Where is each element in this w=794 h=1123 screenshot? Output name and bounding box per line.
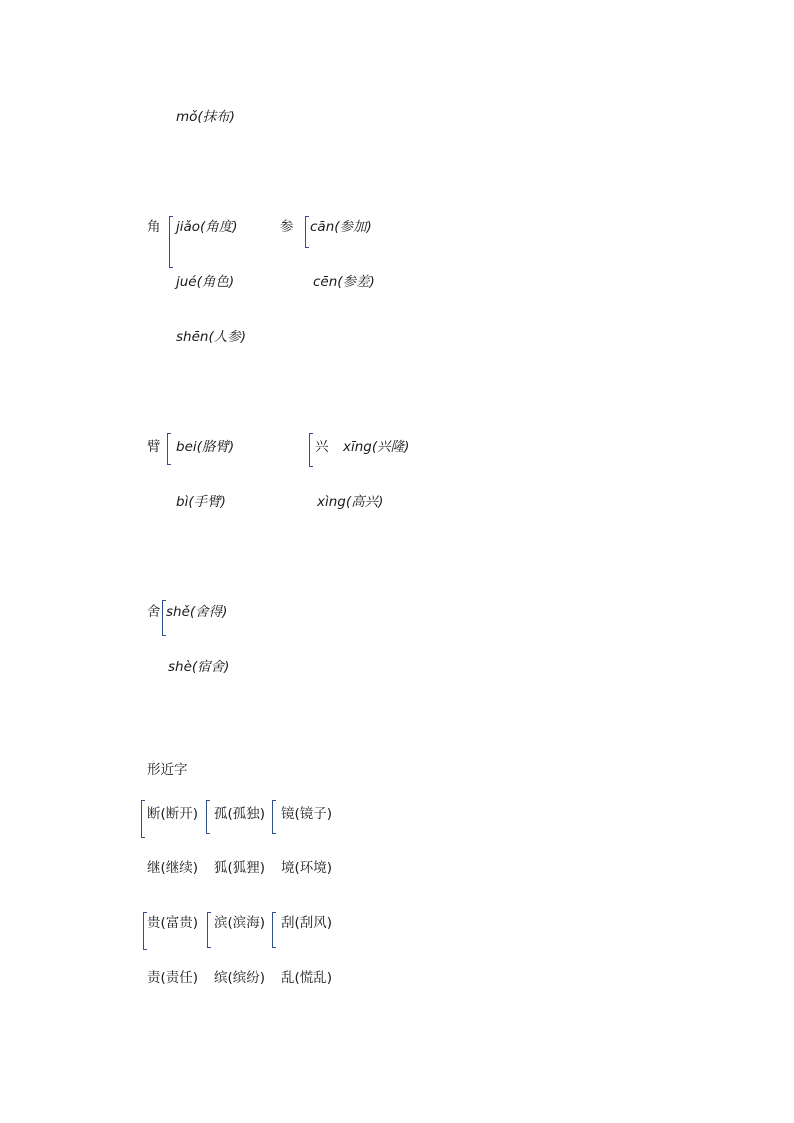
- pinyin-line-she-2: shè(宿舍): [168, 659, 230, 675]
- similar-char-item: 滨(滨海): [214, 915, 266, 931]
- brace-can: [305, 216, 309, 248]
- similar-char-item: 责(责任): [147, 970, 199, 986]
- pinyin-line-can-1: cān(参加): [310, 219, 372, 235]
- pinyin-line-jiao-2: jué(角色): [176, 274, 235, 290]
- similar-char-item: 孤(孤独): [214, 806, 266, 822]
- brace-group-1b: [206, 800, 210, 834]
- pinyin-line-xing-1: xīng(兴隆): [343, 439, 410, 455]
- brace-group-2c: [272, 912, 276, 948]
- similar-char-item: 缤(缤纷): [214, 970, 266, 986]
- similar-char-item: 断(断开): [147, 806, 199, 822]
- brace-xing: [309, 433, 313, 467]
- head-char-xing: 兴: [315, 439, 329, 455]
- pinyin-line-xing-2: xìng(高兴): [317, 494, 384, 510]
- pinyin-line-bei-1: bei(胳臂): [176, 439, 235, 455]
- pinyin-line-jiao-1: jiǎo(角度): [176, 219, 238, 235]
- brace-bei: [167, 433, 171, 465]
- similar-char-item: 刮(刮风): [281, 915, 333, 931]
- brace-group-1c: [272, 800, 276, 834]
- brace-group-1a: [141, 800, 145, 838]
- head-char-jiao: 角: [147, 219, 161, 235]
- similar-char-item: 镜(镜子): [281, 806, 333, 822]
- pinyin-line-can-3: shēn(人参): [176, 329, 246, 345]
- pinyin-line-she-1: shě(舍得): [166, 604, 228, 620]
- brace-group-2b: [207, 912, 211, 948]
- similar-char-item: 境(环境): [281, 860, 333, 876]
- similar-char-item: 乱(慌乱): [281, 970, 333, 986]
- similar-char-item: 狐(狐狸): [214, 860, 266, 876]
- similar-char-item: 继(继续): [147, 860, 199, 876]
- head-char-she: 舍: [147, 604, 161, 620]
- section-title-xingjinzi: 形近字: [147, 762, 188, 778]
- pinyin-line-can-2: cēn(参差): [313, 274, 375, 290]
- head-char-bei: 臂: [147, 439, 161, 455]
- brace-jiao: [169, 216, 173, 268]
- pinyin-line-mo: mǒ(抹布): [176, 109, 235, 125]
- pinyin-line-bei-2: bì(手臂): [176, 494, 226, 510]
- head-char-can: 参: [280, 219, 294, 235]
- similar-char-item: 贵(富贵): [147, 915, 199, 931]
